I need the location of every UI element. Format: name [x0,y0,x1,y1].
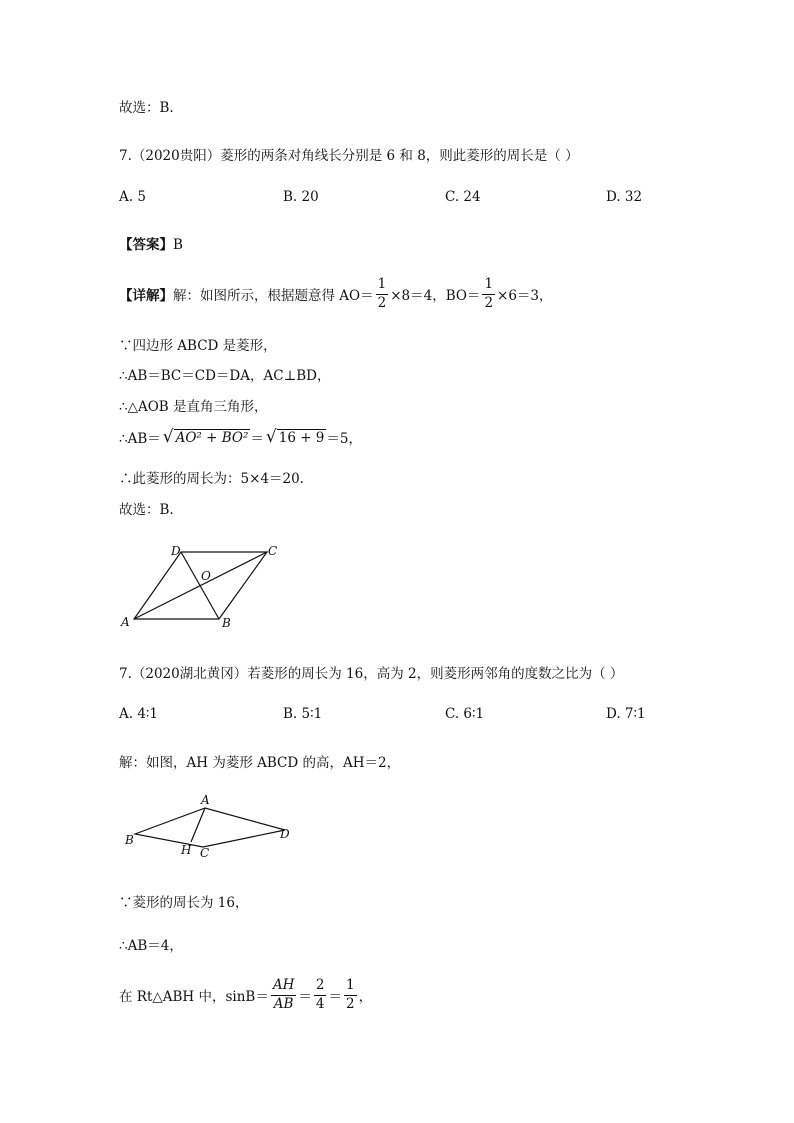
answer-value: B [173,237,183,253]
sqrt-sign-2: √ [265,427,277,447]
solution-2-line-2: ∵菱形的周长为 16， [119,895,249,911]
equals-2: ＝ [298,989,312,1005]
detail-line-4: ∴△AOB 是直角三角形， [119,399,268,415]
comma: ， [358,989,373,1005]
detail-line-7: 故选：B. [119,502,174,518]
label-a: A [121,615,130,629]
label-o: O [201,569,211,583]
detail-text-1: 解：如图所示，根据题意得 AO＝ [173,288,374,304]
rhombus-figure-1 [115,540,290,632]
detail-line-5 [119,427,362,447]
label-b2: B [125,833,134,847]
detail-text-2: ×8＝4，BO＝ [390,288,481,304]
detail-line-2: ∵四边形 ABCD 是菱形， [119,338,277,354]
solution-2-line-3: ∴AB＝4， [119,938,183,954]
label-c: C [268,544,278,558]
rhombus-figure-2 [120,790,300,862]
ab-label: ∴AB＝ [119,431,161,447]
answer-tag: 【答案】 [119,237,173,253]
label-d2: D [280,827,290,841]
equals-result: ＝5， [326,431,362,447]
height-ah [191,808,205,842]
detail-line-6: ∴此菱形的周长为：5×4＝20. [119,471,304,487]
solution-2-line-1: 解：如图，AH 为菱形 ABCD 的高，AH＝2， [119,755,401,771]
answer-conclusion-1: 故选：B. [119,100,174,116]
sinb-prefix: 在 Rt△ABH 中，sinB＝ [119,989,269,1005]
q2-option-a: A. 4∶1 [119,706,159,722]
equals-1: ＝ [250,431,264,447]
answer-line [119,233,183,253]
q2-option-b: B. 5∶1 [283,706,323,722]
label-d: D [171,544,181,558]
fraction-half-2: $\frac{1}{2}$ [484,276,494,311]
q1-option-a: A. 5 [119,189,146,205]
sqrt-sign-1: √ [162,427,174,447]
label-a2: A [201,793,210,807]
label-c2: C [200,846,210,860]
question-2-stem: 7.（2020湖北黄冈）若菱形的周长为 16，高为 2，则菱形两邻角的度数之比为（ ） [119,666,624,682]
fraction-2-4: $\frac{2}{4}$ [315,977,325,1012]
rhombus-outline-2 [135,808,285,847]
fraction-half-1: $\frac{1}{2}$ [377,276,387,311]
label-h2: H [181,843,192,857]
detail-line-1 [119,276,553,312]
q1-option-c: C. 24 [445,189,481,205]
q2-option-c: C. 6∶1 [445,706,485,722]
detail-text-3: ×6＝3， [497,288,553,304]
q2-option-d: D. 7∶1 [606,706,646,722]
question-1-stem: 7.（2020贵阳）菱形的两条对角线长分别是 6 和 8，则此菱形的周长是（ ） [119,148,579,164]
detail-line-3: ∴AB＝BC＝CD＝DA，AC⊥BD， [119,368,331,384]
sqrt-expression-1: AO² + BO² [175,429,249,446]
fraction-1-2: $\frac{1}{2}$ [345,977,355,1012]
q1-option-d: D. 32 [606,189,643,205]
solution-2-line-4 [119,976,372,1014]
detail-tag: 【详解】 [119,288,173,304]
q1-option-b: B. 20 [283,189,319,205]
fraction-ah-ab: $\frac{AH}{AB}$ [272,977,295,1012]
equals-3: ＝ [328,989,342,1005]
label-b: B [222,616,231,630]
sqrt-expression-2: 16 + 9 [278,429,325,446]
diagonal-bd [181,552,219,619]
